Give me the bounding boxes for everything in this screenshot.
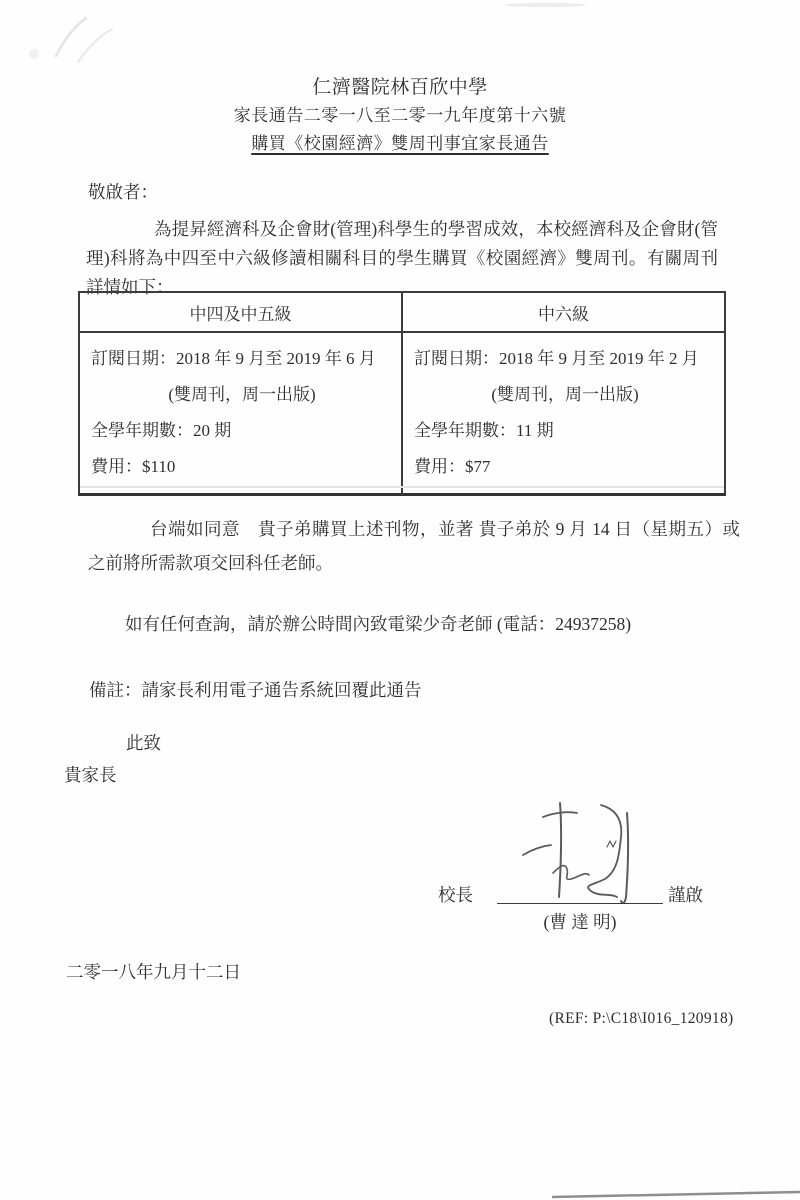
principal-signature — [505, 785, 665, 915]
table-body-row — [79, 332, 725, 495]
subscription-table — [78, 291, 726, 496]
signature-line — [497, 903, 663, 904]
f4f5-publication-note: (雙周刊，周一出版) — [168, 385, 316, 404]
table-header-row — [79, 292, 725, 332]
table-col-header-f4f5: 中四及中五級 — [79, 292, 402, 332]
remark-line: 備註：請家長利用電子通告系統回覆此通告 — [89, 680, 422, 700]
enquiry-line: 如有任何查詢，請於辦公時間內致電梁少奇老師 (電話：24937258) — [125, 614, 632, 634]
table-cell-f6 — [402, 332, 725, 495]
scan-artifact-table-shadow — [80, 486, 724, 488]
scan-artifact-topleft — [18, 4, 148, 79]
f4f5-issue-count: 全學年期數：20 期 — [91, 421, 232, 440]
scan-artifact-top-smudge — [500, 0, 590, 12]
school-name: 仁濟醫院林百欣中學 — [312, 77, 488, 98]
closing-cizhi: 此致 — [126, 733, 161, 753]
principal-label: 校長 — [438, 885, 473, 905]
respectfully-label: 謹啟 — [668, 885, 703, 905]
f4f5-fee: 費用：$110 — [91, 457, 176, 476]
ref-number: (REF: P:\C18\I016_120918) — [549, 1010, 734, 1027]
scan-artifact-bottom-edge — [552, 1188, 800, 1200]
f4f5-subscription-period: 訂閱日期：2018 年 9 月至 2019 年 6 月 — [91, 349, 376, 368]
f6-issue-count: 全學年期數：11 期 — [414, 421, 554, 440]
principal-name: (曹 達 明) — [543, 912, 617, 932]
f6-publication-note: (雙周刊，周一出版) — [491, 385, 639, 404]
table-col-header-f6: 中六級 — [402, 292, 725, 332]
f6-fee: 費用：$77 — [414, 457, 491, 476]
closing-recipient: 貴家長 — [64, 765, 117, 785]
f6-subscription-period: 訂閱日期：2018 年 9 月至 2019 年 2 月 — [414, 349, 699, 368]
notice-number: 家長通告二零一八至二零一九年度第十六號 — [233, 106, 567, 125]
consent-paragraph: 台端如同意 貴子弟購買上述刊物，並著 貴子弟於 9 月 14 日（星期五）或之前將所需款項交回科任老師。 — [88, 519, 740, 573]
notice-subject: 購買《校園經濟》雙周刊事宜家長通告 — [251, 134, 549, 153]
intro-paragraph: 為提昇經濟科及企會財(管理)科學生的學習成效，本校經濟科及企會財(管理)科將為中四至中六級修讀相關科目的學生購買《校園經濟》雙周刊。有關周刊詳情如下： — [86, 219, 718, 297]
issue-date: 二零一八年九月十二日 — [66, 962, 241, 982]
table-cell-f4f5 — [79, 332, 402, 495]
notice-header — [0, 74, 800, 158]
salutation: 敬啟者： — [88, 182, 158, 202]
